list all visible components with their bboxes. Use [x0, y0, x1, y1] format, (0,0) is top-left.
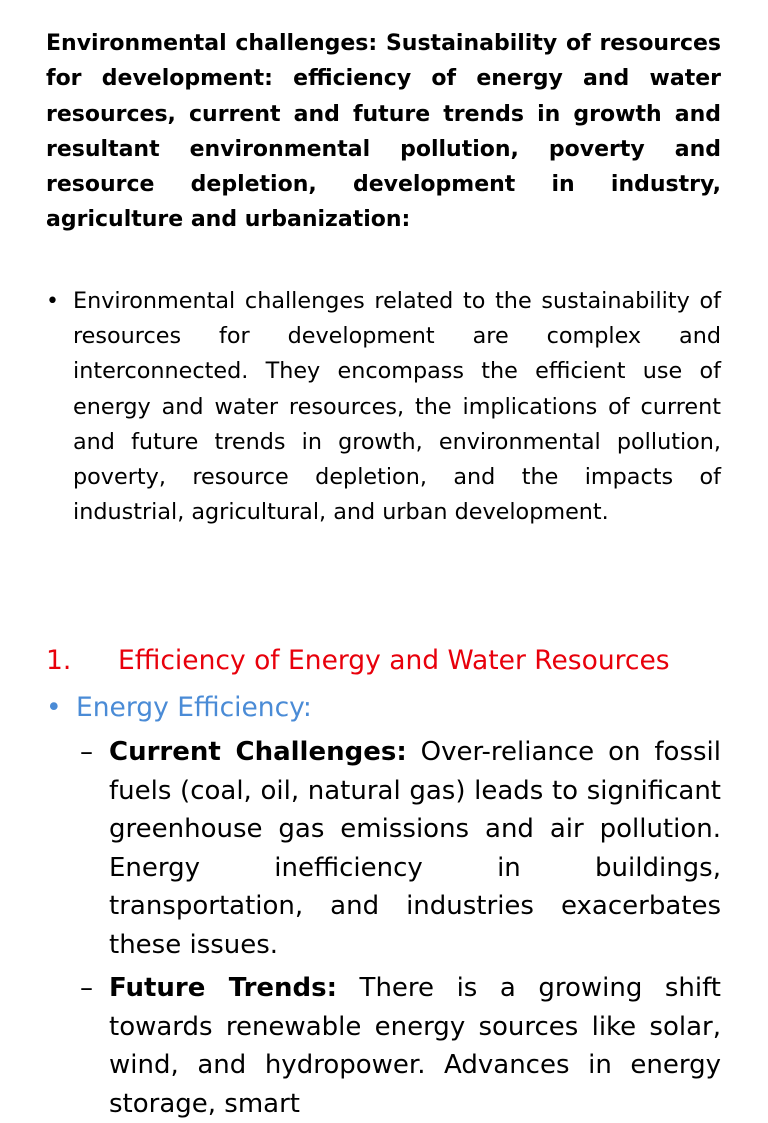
bullet-dot-icon: •	[46, 289, 59, 314]
list-item-body: Over-reliance on fossil fuels (coal, oil, natural gas) leads to significant greenhouse gas emissions and air pollution. Energy inefficiency in buildings, transportation, and industries exacerbates these issues.	[109, 737, 721, 960]
list-item-text	[109, 733, 721, 964]
list-item-text	[109, 969, 721, 1123]
intro-bullet	[46, 284, 721, 530]
subhead-label: Energy Efficiency:	[76, 692, 312, 723]
section-number: 1.	[46, 645, 72, 676]
section-title	[46, 638, 721, 684]
dash-icon: –	[80, 973, 93, 1003]
list-item-lead: Future Trends:	[109, 973, 338, 1003]
document-heading: Environmental challenges: Sustainability of resources for development: efficiency of energy and water resources, current and future trends in growth and resultant environmental pollution, poverty and resource depletion, development in industry, agriculture and urbanization:	[46, 31, 721, 233]
bullet-dot-icon: •	[46, 692, 62, 723]
list-item-future-trends	[80, 969, 721, 1123]
section-energy-water	[46, 638, 721, 1123]
subhead-energy-efficiency	[46, 686, 721, 730]
list-item-lead: Current Challenges:	[109, 737, 407, 767]
list-item-current-challenges	[80, 733, 721, 964]
section-title-text: Efficiency of Energy and Water Resources	[118, 645, 670, 676]
list-item-body: There is a growing shift towards renewable energy sources like solar, wind, and hydropower. Advances in energy storage, smart	[109, 973, 721, 1119]
intro-paragraph: Environmental challenges related to the sustainability of resources for development are complex and interconnected. They encompass the efficient use of energy and water resources, the implications of current and future trends in growth, environmental pollution, poverty, resource depletion, and the impacts of industrial, agricultural, and urban development.	[73, 288, 721, 526]
document-page	[46, 26, 721, 1119]
dash-icon: –	[80, 737, 93, 767]
